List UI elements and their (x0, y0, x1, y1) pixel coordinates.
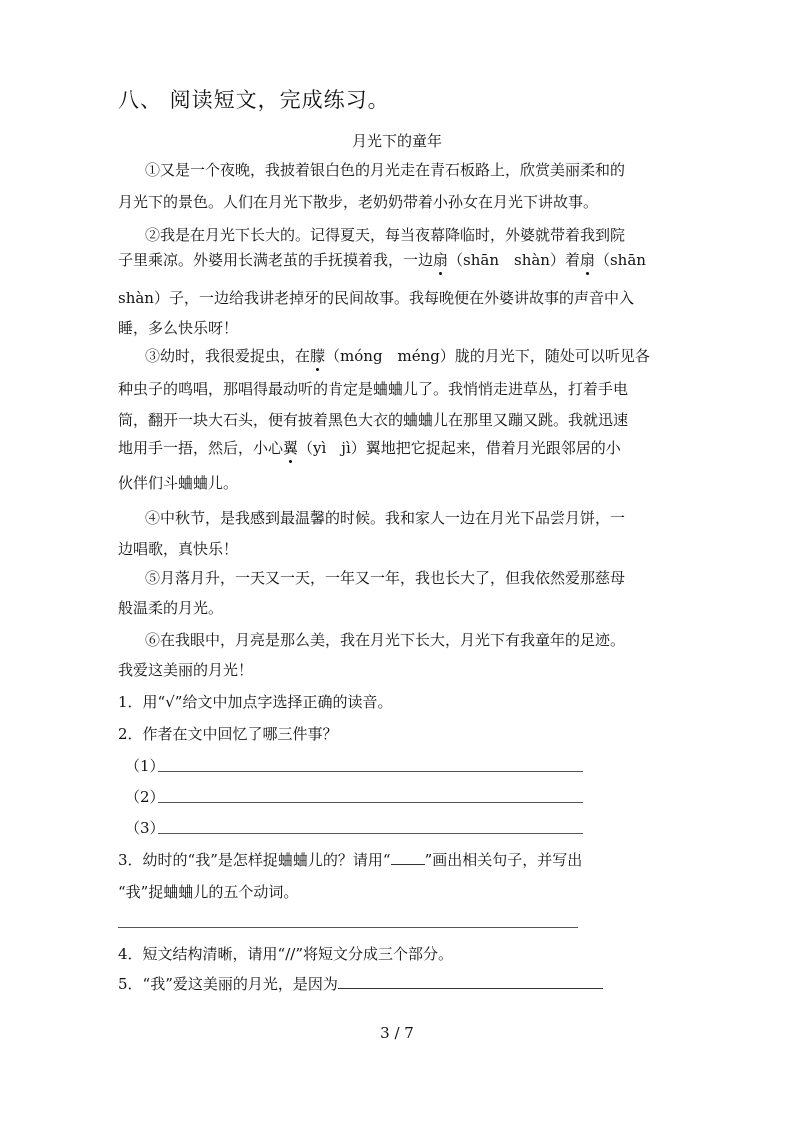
answer-label-3: （3） (125, 819, 165, 837)
passage-line: 我爱这美丽的月光！ (118, 661, 254, 679)
passage-line: 睡，多么快乐呀！ (118, 319, 239, 337)
question-3-text: ”画出相关句子，并写出 (424, 851, 583, 869)
answer-label-2: （2） (125, 788, 165, 806)
passage-line: ⑤月落月升，一天又一天，一年又一年，我也长大了，但我依然爱那慈母 (145, 569, 626, 587)
passage-line (118, 250, 646, 270)
dotted-character: 翼 (283, 439, 299, 457)
pinyin-choices[interactable]: （shān (594, 251, 646, 269)
dotted-character: 朦 (310, 347, 326, 365)
question-4: 4．短文结构清晰，请用“//”将短文分成三个部分。 (118, 945, 453, 963)
passage-line: 般温柔的月光。 (118, 599, 224, 617)
underline-mark (391, 864, 425, 865)
passage-line: shàn）子，一边给我讲老掉牙的民间故事。我每晚便在外婆讲故事的声音中入 (118, 289, 634, 307)
question-5-text: 5．“我”爱这美丽的月光，是因为 (118, 975, 338, 993)
question-3-text: 3．幼时的“我”是怎样捉蛐蛐儿的？请用“ (118, 851, 391, 869)
question-3-line-2: “我”捉蛐蛐儿的五个动词。 (118, 883, 299, 901)
passage-line: ②我是在月光下长大的。记得夏天，每当夜幕降临时，外婆就带着我到院 (145, 226, 626, 244)
passage-text: 地用手一捂，然后，小心 (118, 439, 284, 457)
passage-line (118, 438, 621, 458)
question-2: 2．作者在文中回忆了哪三件事？ (118, 725, 338, 743)
answer-line-2[interactable] (158, 802, 583, 803)
passage-line: ④中秋节，是我感到最温馨的时候。我和家人一边在月光下品尝月饼，一 (145, 509, 626, 527)
passage-line: 伙伴们斗蛐蛐儿。 (118, 474, 239, 492)
dotted-character: 扇 (579, 251, 595, 269)
pinyin-choices[interactable]: （móng méng）胧的月光下，随处可以听见各 (325, 347, 650, 365)
passage-line: 月光下的景色。人们在月光下散步，老奶奶带着小孙女在月光下讲故事。 (118, 193, 599, 211)
section-heading: 八、 阅读短文，完成练习。 (118, 88, 390, 112)
dotted-character: 扇 (433, 251, 449, 269)
passage-line (145, 346, 650, 366)
answer-line-q3[interactable] (118, 927, 578, 928)
passage-line: 边唱歌，真快乐！ (118, 540, 239, 558)
passage-title: 月光下的童年 (351, 132, 442, 150)
answer-line-q5[interactable] (338, 988, 603, 989)
question-3 (118, 850, 582, 870)
answer-line-1[interactable] (158, 771, 583, 772)
pinyin-choices[interactable]: （yì jì）翼地把它捉起来，借着月光跟邻居的小 (298, 439, 621, 457)
question-1: 1．用“√”给文中加点字选择正确的读音。 (118, 693, 393, 711)
page-number: 3 / 7 (380, 1024, 414, 1042)
question-5 (118, 974, 603, 994)
passage-line: ①又是一个夜晚，我披着银白色的月光走在青石板路上，欣赏美丽柔和的 (145, 161, 626, 179)
passage-line: 筒，翻开一块大石头，便有披着黑色大衣的蛐蛐儿在那里又蹦又跳。我就迅速 (118, 411, 629, 429)
passage-line: ⑥在我眼中，月亮是那么美，我在月光下长大，月光下有我童年的足迹。 (145, 631, 626, 649)
passage-line: 种虫子的鸣唱，那唱得最动听的肯定是蛐蛐儿了。我悄悄走进草丛，打着手电 (118, 380, 629, 398)
answer-label-1: （1） (125, 757, 165, 775)
passage-text: ③幼时，我很爱捉虫，在 (145, 347, 311, 365)
passage-text: 子里乘凉。外婆用长满老茧的手抚摸着我，一边 (118, 251, 434, 269)
pinyin-choices[interactable]: （shān shàn）着 (448, 251, 580, 269)
answer-line-3[interactable] (158, 833, 583, 834)
